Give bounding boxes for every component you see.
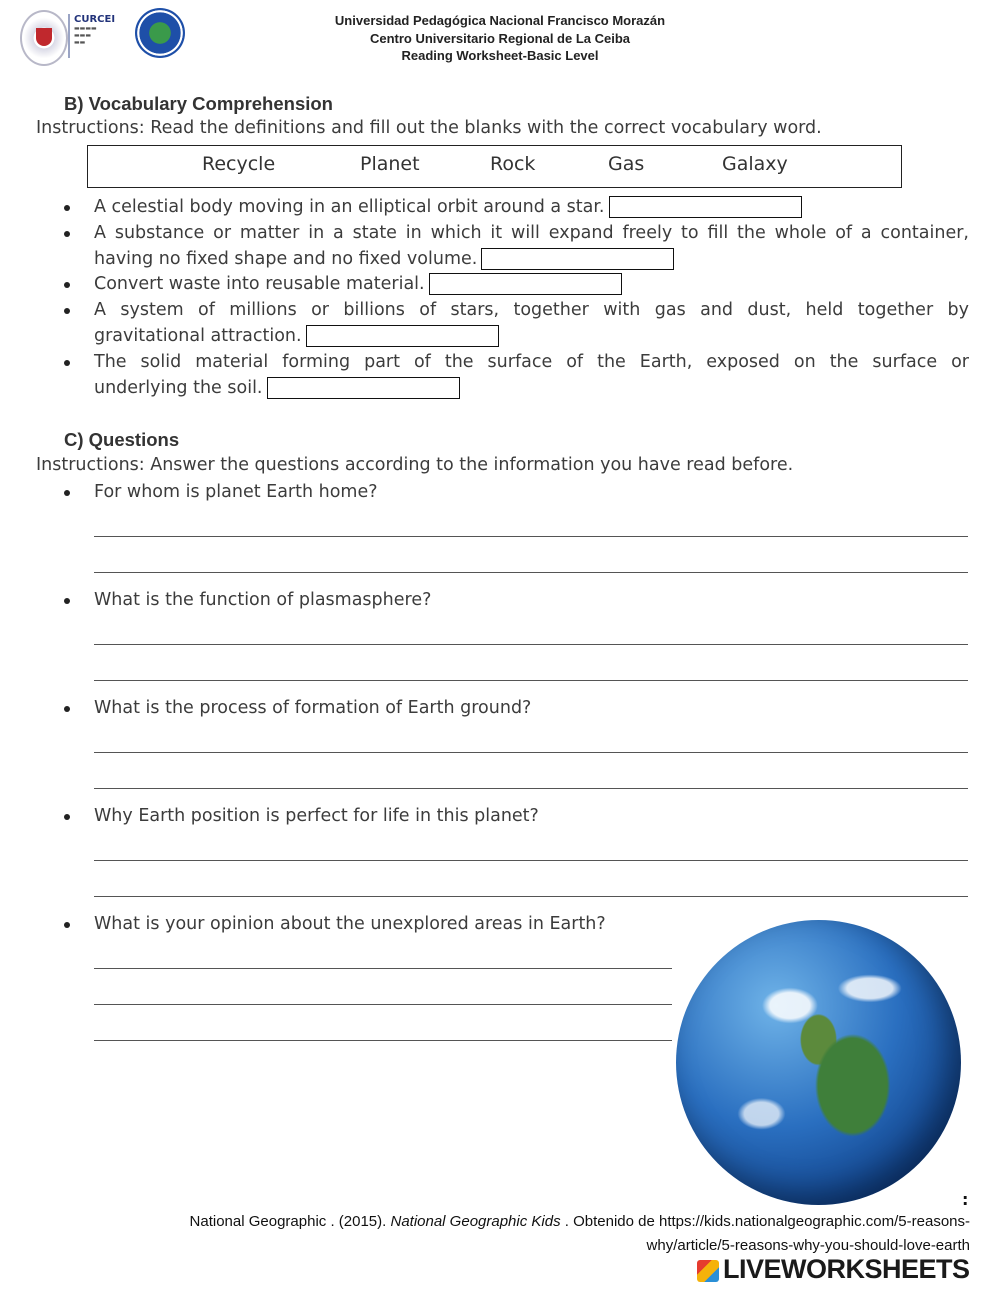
page-header [200, 12, 800, 65]
definition-text: A system of millions or billions of stars, together with gas and dust, held together by [94, 300, 969, 320]
answer-line[interactable] [94, 644, 968, 645]
header-university: Universidad Pedagógica Nacional Francisco Morazán [334, 13, 666, 28]
definition-text: Convert waste into reusable material. [94, 274, 425, 294]
answer-line[interactable] [94, 680, 968, 681]
definition-text: The solid material forming part of the surface of the Earth, exposed on the surface or [94, 352, 969, 372]
questions-instructions: Instructions: Answer the questions according to the information you have read before. [36, 455, 794, 475]
university-seal-logo [20, 10, 68, 66]
liveworksheets-icon [697, 1260, 719, 1282]
bullet [64, 598, 70, 604]
question-2: What is the function of plasmasphere? [94, 590, 432, 610]
bullet [64, 360, 70, 366]
question-4: Why Earth position is perfect for life in this planet? [94, 806, 539, 826]
reference-line-1 [100, 1213, 970, 1230]
answer-blank-1[interactable] [609, 196, 802, 218]
answer-blank-5[interactable] [267, 377, 460, 399]
shield-icon [36, 28, 52, 46]
answer-line[interactable] [94, 572, 968, 573]
bullet [64, 231, 70, 237]
definition-text: A celestial body moving in an elliptical orbit around a star. [94, 197, 605, 217]
word-bank-item: Galaxy [722, 153, 788, 175]
bullet [64, 205, 70, 211]
definition-text: underlying the soil. [94, 378, 263, 398]
answer-line[interactable] [94, 536, 968, 537]
reference-line-2: why/article/5-reasons-why-you-should-love-earth [646, 1237, 970, 1254]
bullet [64, 282, 70, 288]
colon-mark: : [962, 1190, 969, 1209]
bullet [64, 814, 70, 820]
word-bank-item: Recycle [202, 153, 276, 175]
vocab-definition-3 [94, 271, 622, 297]
definition-text: having no fixed shape and no fixed volume. [94, 249, 478, 269]
curcei-logo-subtitle-lines: ▬▬▬▬ ▬▬▬ ▬▬ [74, 25, 97, 46]
question-1: For whom is planet Earth home? [94, 482, 378, 502]
header-center: Centro Universitario Regional de La Ceiba [369, 30, 631, 46]
answer-blank-2[interactable] [481, 248, 674, 270]
bullet [64, 922, 70, 928]
vocab-definition-5 [94, 375, 460, 401]
curcei-logo [68, 14, 134, 58]
questions-section-title: C) Questions [64, 429, 180, 450]
bullet [64, 490, 70, 496]
reference-author: National Geographic . (2015). [189, 1213, 391, 1230]
answer-line[interactable] [94, 968, 672, 969]
question-3: What is the process of formation of Earth ground? [94, 698, 532, 718]
reference-source: . Obtenido de https://kids.nationalgeographic.com/5-reasons- [560, 1213, 970, 1230]
bullet [64, 308, 70, 314]
vocab-definition-1 [94, 194, 802, 220]
definition-text: A substance or matter in a state in which it will expand freely to fill the whole of a container, [94, 223, 969, 243]
word-bank [87, 145, 902, 188]
answer-line[interactable] [94, 788, 968, 789]
brand-text: LIVEWORKSHEETS [723, 1254, 970, 1284]
answer-blank-4[interactable] [306, 325, 499, 347]
globe-seal-logo [135, 8, 185, 58]
vocab-definition-2 [94, 246, 674, 272]
reference-title: National Geographic Kids [390, 1213, 561, 1230]
answer-line[interactable] [94, 1040, 672, 1041]
answer-line[interactable] [94, 896, 968, 897]
vocab-section-title: B) Vocabulary Comprehension [64, 93, 333, 114]
answer-line[interactable] [94, 1004, 672, 1005]
definition-text: gravitational attraction. [94, 326, 302, 346]
vocab-definition-4 [94, 323, 499, 349]
earth-globe-image [676, 920, 961, 1205]
header-worksheet-title: Reading Worksheet-Basic Level [401, 48, 599, 63]
word-bank-item: Rock [490, 153, 536, 175]
answer-line[interactable] [94, 752, 968, 753]
word-bank-item: Planet [360, 153, 420, 175]
word-bank-item: Gas [608, 153, 645, 175]
curcei-logo-title: CURCEI [74, 14, 116, 25]
answer-line[interactable] [94, 860, 968, 861]
question-5: What is your opinion about the unexplored areas in Earth? [94, 914, 606, 934]
answer-blank-3[interactable] [429, 273, 622, 295]
bullet [64, 706, 70, 712]
liveworksheets-logo[interactable] [697, 1254, 997, 1284]
vocab-instructions: Instructions: Read the definitions and fill out the blanks with the correct vocabulary word. [36, 118, 822, 138]
